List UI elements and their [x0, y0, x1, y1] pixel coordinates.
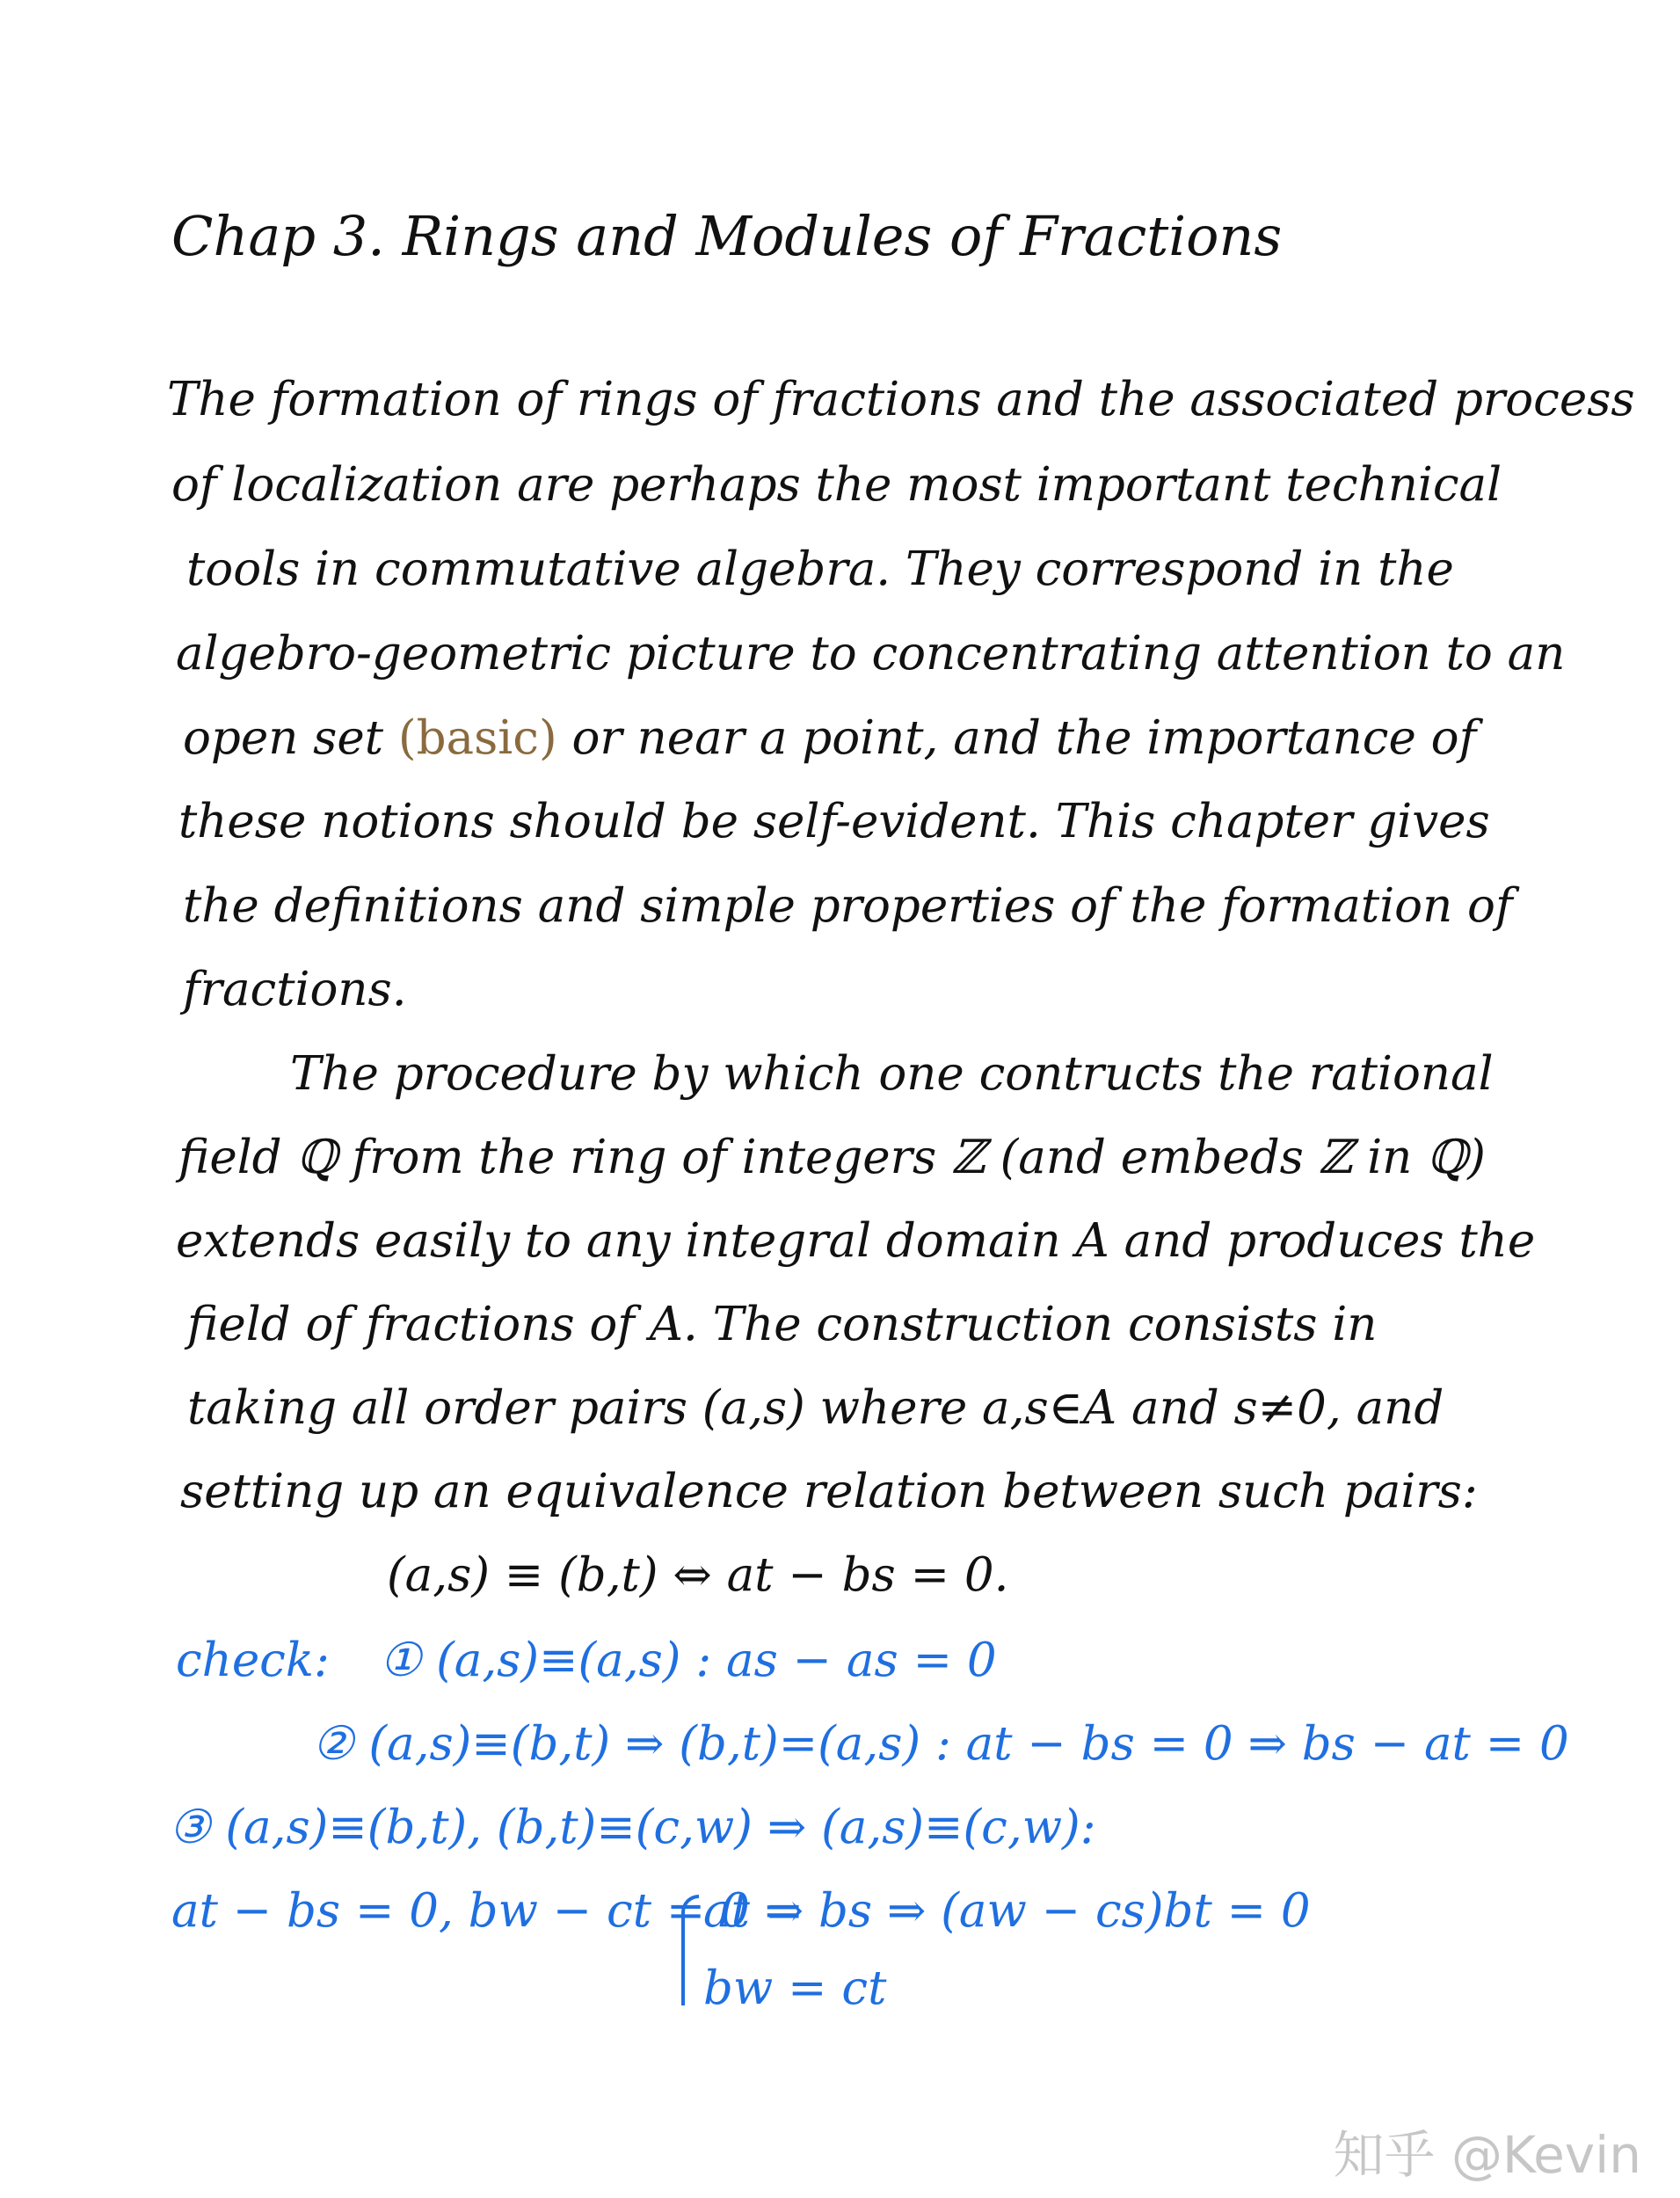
system-brace — [681, 1895, 699, 2005]
check-line4-right: at = bs ⇒ (aw − cs)bt = 0 — [703, 1884, 1311, 1938]
paragraph1-line7: the definitions and simple properties of the formation of — [183, 879, 1513, 933]
check-line5: bw = ct — [703, 1961, 887, 2015]
equivalence-formula: (a,s) ≡ (b,t) ⇔ at − bs = 0. — [387, 1548, 1009, 1602]
paragraph2-line1: The procedure by which one contructs the rational — [290, 1047, 1494, 1101]
paragraph1-line4: algebro-geometric picture to concentrating attention to an — [176, 627, 1566, 681]
paragraph1-line5-start: open set — [183, 711, 384, 765]
check-line1 — [176, 1634, 997, 1687]
paragraph1-line3: tools in commutative algebra. They correspond in the — [186, 542, 1454, 596]
paragraph2-line6: setting up an equivalence relation between such pairs: — [180, 1465, 1478, 1518]
paragraph1-line8: fractions. — [183, 963, 407, 1016]
check-symmetric: ② (a,s)≡(b,t) ⇒ (b,t)=(a,s) : at − bs = 0 ⇒ bs − at = 0 — [312, 1717, 1569, 1771]
check-reflexive: ① (a,s)≡(a,s) : as − as = 0 — [379, 1634, 997, 1687]
check-line4-left: at − bs = 0, bw − ct = 0 ⇒ — [171, 1884, 804, 1938]
paragraph2-line4: field of fractions of A. The construction consists in — [187, 1298, 1378, 1351]
paragraph2-line3: extends easily to any integral domain A and produces the — [176, 1214, 1536, 1268]
paragraph1-line6: these notions should be self-evident. This chapter gives — [178, 795, 1490, 848]
paragraph1-line5 — [183, 711, 1477, 765]
chapter-title: Chap 3. Rings and Modules of Fractions — [171, 204, 1283, 268]
check-transitive: ③ (a,s)≡(b,t), (b,t)≡(c,w) ⇒ (a,s)≡(c,w): — [169, 1801, 1096, 1854]
paragraph1-line5-end: or near a point, and the importance of — [571, 711, 1477, 765]
paragraph1-line2: of localization are perhaps the most important technical — [171, 458, 1502, 512]
check-label: check: — [176, 1634, 330, 1687]
paragraph2-line2: field ℚ from the ring of integers ℤ (and embeds ℤ in ℚ) — [178, 1131, 1486, 1184]
zhihu-watermark: 知乎 @Kevin — [1333, 2125, 1641, 2185]
paragraph2-line5: taking all order pairs (a,s) where a,s∈A and s≠0, and — [187, 1381, 1444, 1435]
basic-note: (basic) — [397, 711, 557, 765]
paragraph1-line1: The formation of rings of fractions and the associated process — [167, 373, 1635, 426]
